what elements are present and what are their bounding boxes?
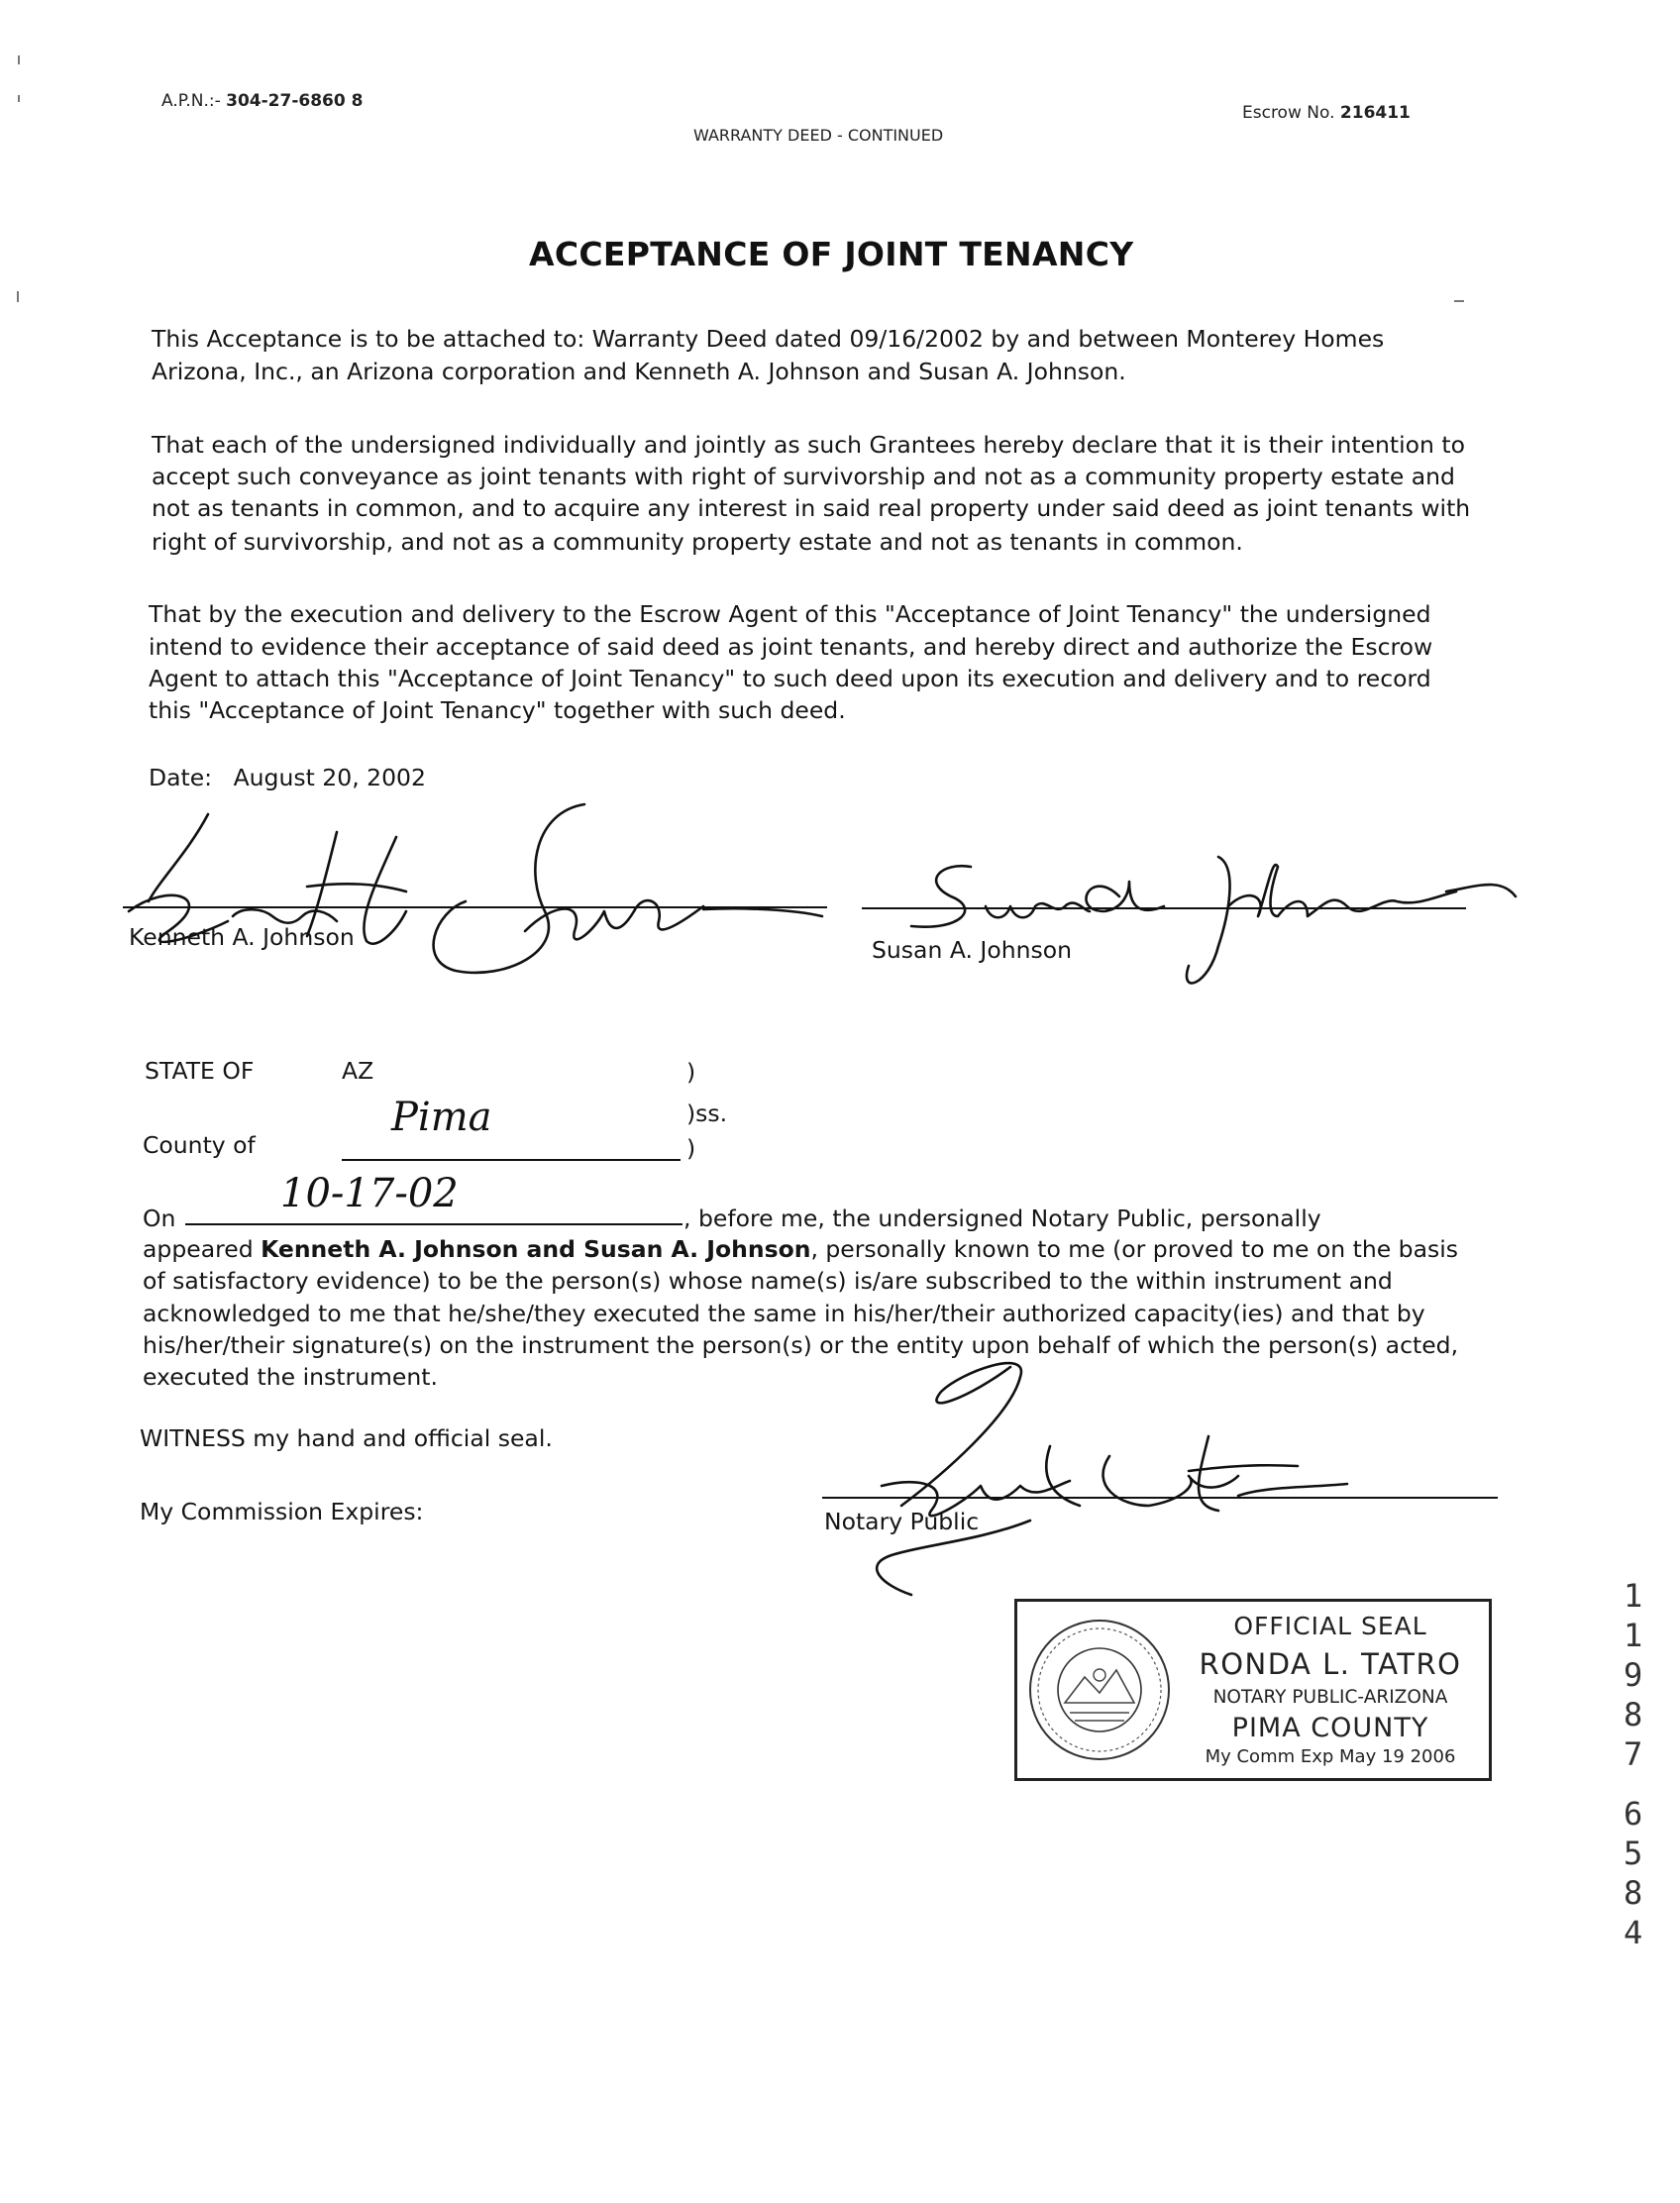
paragraph-3-line-3: Agent to attach this "Acceptance of Joint Tenancy" to such deed upon its execution and delivery and to record (149, 665, 1431, 692)
continued-label: WARRANTY DEED - CONTINUED (693, 126, 944, 145)
notary-line-2 (143, 1233, 1458, 1266)
notary-line-5: his/her/their signature(s) on the instrument the person(s) or the entity upon behalf of which the person(s) acted, (143, 1331, 1459, 1359)
escrow-value: 216411 (1339, 103, 1411, 123)
scan-mark (18, 95, 20, 102)
arizona-seal-icon (1025, 1616, 1174, 1764)
apn-label: A.P.N.:- (161, 91, 221, 111)
seal-line-2: RONDA L. TATRO (1199, 1647, 1462, 1681)
scan-mark (1454, 300, 1464, 302)
notary-public-label: Notary Public (824, 1508, 980, 1535)
acknowledgment-date: 10-17-02 (280, 1171, 459, 1216)
margin-number: 6 (1624, 1795, 1643, 1833)
paragraph-2-line-4: right of survivorship, and not as a community property estate and not as tenants in common. (152, 528, 1243, 556)
paragraph-2-line-1: That each of the undersigned individually and jointly as such Grantees hereby declare that it is their intention to (152, 431, 1466, 459)
signature-kenneth (109, 792, 832, 991)
notary-signature (822, 1337, 1387, 1605)
paragraph-1-line-1: This Acceptance is to be attached to: Warranty Deed dated 09/16/2002 by and between Monterey Homes (152, 325, 1385, 353)
paren-bottom: ) (686, 1134, 696, 1162)
notary-line-3: of satisfactory evidence) to be the person(s) whose name(s) is/are subscribed to the within instrument and (143, 1267, 1393, 1295)
margin-number: 1 (1624, 1577, 1643, 1615)
margin-number: 1 (1624, 1617, 1643, 1654)
notary-appeared-names: Kenneth A. Johnson and Susan A. Johnson (261, 1235, 811, 1263)
paragraph-1-line-2: Arizona, Inc., an Arizona corporation and Kenneth A. Johnson and Susan A. Johnson. (152, 358, 1126, 385)
date-label: Date: (149, 764, 213, 791)
acknowledgment-date-line (185, 1223, 682, 1225)
margin-number: 7 (1624, 1735, 1643, 1773)
scan-mark (17, 291, 19, 302)
margin-number: 8 (1624, 1696, 1643, 1733)
seal-line-3: NOTARY PUBLIC-ARIZONA (1212, 1687, 1448, 1708)
notary-line-2-post: , personally known to me (or proved to me on the basis (810, 1235, 1458, 1263)
margin-number: 8 (1624, 1874, 1643, 1912)
scan-mark (18, 55, 20, 64)
margin-number: 4 (1624, 1914, 1643, 1951)
official-seal (1014, 1599, 1492, 1781)
notary-line-6: executed the instrument. (143, 1363, 438, 1391)
notary-line-1: , before me, the undersigned Notary Public, personally (683, 1205, 1321, 1232)
witness-line: WITNESS my hand and official seal. (140, 1424, 553, 1452)
state-label: STATE OF (145, 1057, 255, 1085)
margin-number: 5 (1624, 1835, 1643, 1872)
paragraph-2-line-3: not as tenants in common, and to acquire any interest in said real property under said deed as joint tenants with (152, 494, 1471, 522)
notary-line-2-pre: appeared (143, 1235, 262, 1263)
state-value: AZ (342, 1057, 374, 1085)
paragraph-3-line-2: intend to evidence their acceptance of said deed as joint tenants, and hereby direct and authorize the Escrow (149, 633, 1433, 661)
paragraph-3-line-4: this "Acceptance of Joint Tenancy" together with such deed. (149, 696, 846, 724)
escrow-number (1242, 103, 1411, 123)
apn-value: 304-27-6860 8 (226, 91, 364, 111)
signer-1-name: Kenneth A. Johnson (129, 923, 355, 951)
escrow-label: Escrow No. (1242, 103, 1335, 123)
seal-emblem (1025, 1616, 1174, 1764)
signer-2-name: Susan A. Johnson (872, 936, 1073, 964)
seal-line-4: PIMA COUNTY (1231, 1713, 1429, 1743)
margin-number: 9 (1624, 1656, 1643, 1694)
commission-expires-label: My Commission Expires: (140, 1498, 424, 1525)
notary-line-4: acknowledged to me that he/she/they executed the same in his/her/their authorized capacity(ies) and that by (143, 1300, 1425, 1327)
apn (161, 91, 363, 111)
date-value: August 20, 2002 (233, 764, 426, 791)
seal-line-1: OFFICIAL SEAL (1233, 1612, 1427, 1640)
paren-top: ) (686, 1058, 696, 1086)
county-label: County of (143, 1131, 256, 1159)
signature-susan (892, 837, 1525, 1005)
county-value: Pima (391, 1095, 492, 1140)
seal-line-5: My Comm Exp May 19 2006 (1205, 1746, 1456, 1767)
paragraph-3-line-1: That by the execution and delivery to the Escrow Agent of this "Acceptance of Joint Tenancy" the undersigned (149, 600, 1431, 628)
county-line (342, 1159, 681, 1161)
paragraph-2-line-2: accept such conveyance as joint tenants with right of survivorship and not as a community property estate and (152, 463, 1455, 490)
on-label: On (143, 1205, 176, 1232)
document-title: ACCEPTANCE OF JOINT TENANCY (529, 235, 1134, 273)
date-line (149, 762, 426, 794)
ss-mark: )ss. (686, 1100, 728, 1127)
